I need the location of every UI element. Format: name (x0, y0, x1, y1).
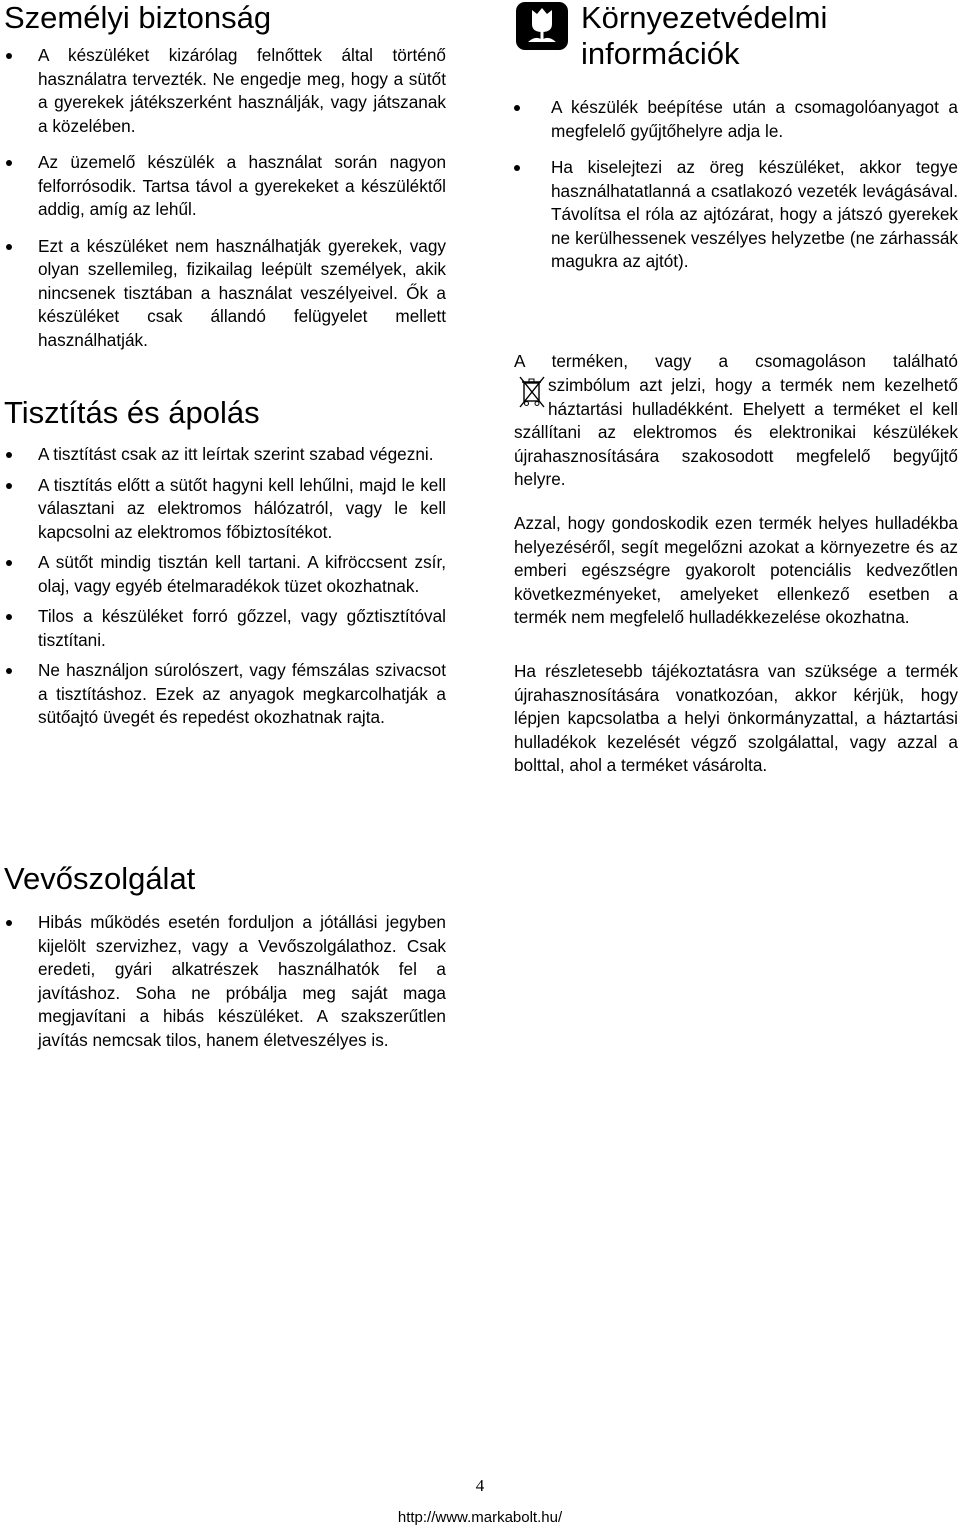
service-heading: Vevőszolgálat (4, 861, 196, 896)
environment-list (514, 96, 958, 274)
list-item: Ha kiselejtezi az öreg készüléket, akkor tegye használhatatlanná a csatlakozó vezeték levágásával. Távolítsa el róla az ajtózárat, hogy a játszó gyerekek ne kerülhessenek veszélyes helyzetbe (ne zárhassák magukra az ajtót). (514, 156, 958, 274)
weee-intro: A terméken, vagy a csomagoláson található (514, 351, 958, 371)
cleaning-heading: Tisztítás és ápolás (4, 395, 260, 430)
para-more-info: Ha részletesebb tájékoztatásra van szüksége a termék újrahasznosítására vonatkozóan, akkor kérjük, hogy lépjen kapcsolatba a helyi önkormányzattal, a háztartási hulladékok kezelését végző szolgálattal, vagy azzal a bolttal, ahol a terméket vásárolta. (514, 661, 958, 775)
environment-heading-line1: Környezetvédelmi (581, 0, 828, 35)
personal-safety-heading: Személyi biztonság (4, 0, 272, 35)
list-item: A tisztítás előtt a sütőt hagyni kell lehűlni, majd le kell választani az elektromos hálózatról, vagy le kell kapcsolni az elektromos főbiztosítékot. (6, 474, 446, 545)
service-list (6, 911, 446, 1052)
list-item: A készüléket kizárólag felnőttek által történő használatra tervezték. Ne engedje meg, hogy a sütőt a gyerekek játékszerként használják, vagy játszanak a közelében. (6, 44, 446, 138)
cleaning-list (6, 443, 446, 730)
list-item: Ezt a készüléket nem használhatják gyerekek, vagy olyan szellemileg, fizikailag leépült személyek, akik nincsenek tisztában a használat veszélyeivel. Ők a készüléket csak állandó felügyelet mellett használhatják. (6, 235, 446, 353)
list-item: Az üzemelő készülék a használat során nagyon felforrósodik. Tartsa távol a gyerekeket a készüléktől addig, amíg az lehűl. (6, 151, 446, 222)
weee-paragraph (514, 374, 958, 492)
footer-url: http://www.markabolt.hu/ (397, 1509, 563, 1526)
list-item: A tisztítást csak az itt leírtak szerint szabad végezni. (6, 443, 446, 467)
list-item: Hibás működés esetén forduljon a jótállási jegyben kijelölt szervizhez, vagy a Vevőszolgálathoz. Csak eredeti, gyári alkatrészek használhatók fel a javításhoz. Soha ne próbálja meg saját maga megjavítani a hibás készüléket. A szakszerűtlen javítás nemcsak tilos, hanem életveszélyes is. (6, 911, 446, 1052)
environment-heading-line2: információk (581, 36, 740, 71)
weee-text: szimbólum azt jelzi, hogy a termék nem kezelhető háztartási hulladékként. Ehelyett a terméket el kell szállítani az elektromos és elektronikai készülékek újrahasznosítására szakosodott megfelelő begyűjtő helyre. (514, 375, 958, 489)
list-item: Ne használjon súrolószert, vagy fémszálas szivacsot a tisztításhoz. Ezek az anyagok megkarcolhatják a sütőajtó üvegét és repedést okozhatnak rajta. (6, 659, 446, 730)
page-number: 4 (475, 1476, 485, 1495)
crossed-bin-icon (514, 375, 548, 409)
personal-safety-list (6, 44, 446, 352)
list-item: A sütőt mindig tisztán kell tartani. A kifröccsent zsír, olaj, vagy egyéb ételmaradékok tüzet okozhatnak. (6, 551, 446, 598)
list-item: Tilos a készüléket forró gőzzel, vagy gőztisztítóval tisztítani. (6, 605, 446, 652)
list-item: A készülék beépítése után a csomagolóanyagot a megfelelő gyűjtőhelyre adja le. (514, 96, 958, 143)
para-disposal-benefit: Azzal, hogy gondoskodik ezen termék helyes hulladékba helyezéséről, segít megelőzni azokat a környezetre és az emberi egészségre gyakorolt potenciális kedvezőtlen következményeket, amelyeket ellenkező esetben a termék nem megfelelő hulladékkezelése okozhatna. (514, 513, 958, 627)
environment-heading (581, 0, 960, 72)
eco-flower-icon (516, 2, 568, 50)
